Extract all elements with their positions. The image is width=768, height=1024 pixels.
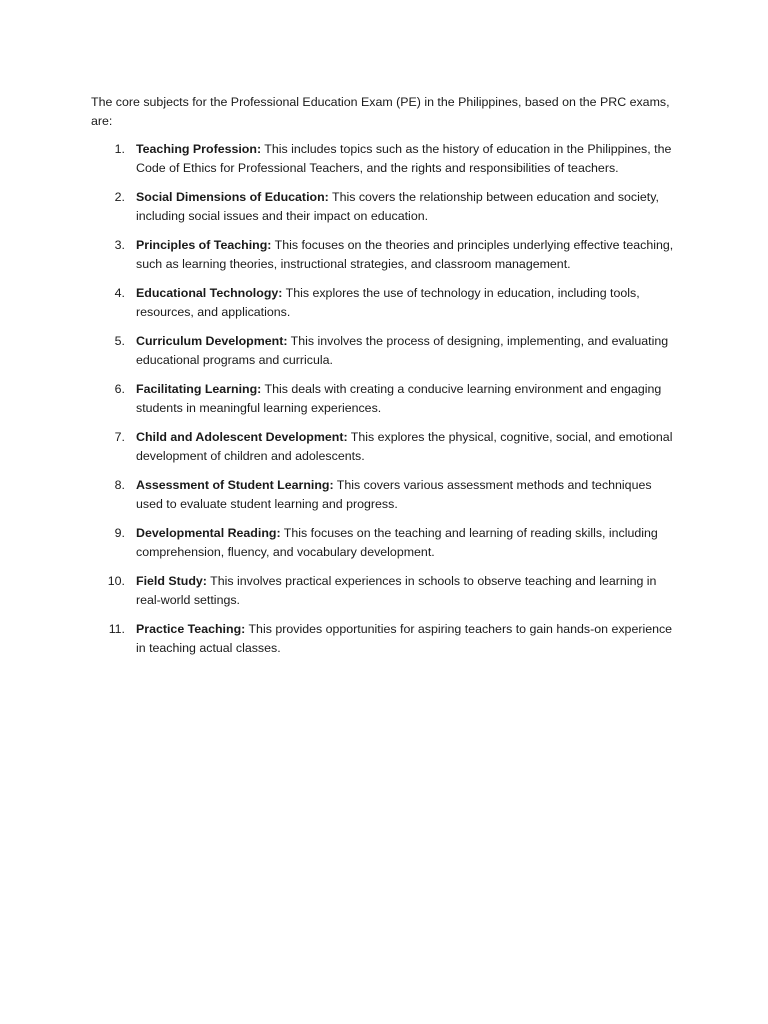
list-item xyxy=(91,236,681,273)
item-description: This involves practical experiences in schools to observe teaching and learning in real-world settings. xyxy=(136,574,657,607)
item-number: 11. xyxy=(108,622,125,636)
subject-list xyxy=(91,140,681,657)
item-number: 7. xyxy=(114,430,125,444)
item-term: Developmental Reading: xyxy=(136,526,281,540)
item-description: This explores the physical, cognitive, social, and emotional development of children and adolescents. xyxy=(136,430,673,463)
item-term: Principles of Teaching: xyxy=(136,238,272,252)
list-item xyxy=(91,620,681,657)
list-item xyxy=(91,380,681,417)
item-term: Field Study: xyxy=(136,574,207,588)
item-number: 10. xyxy=(107,574,125,588)
item-number: 2. xyxy=(114,190,125,204)
list-item xyxy=(91,428,681,465)
item-term: Practice Teaching: xyxy=(136,622,246,636)
item-number: 3. xyxy=(114,238,125,252)
item-description: This involves the process of designing, implementing, and evaluating educational programs and curricula. xyxy=(136,334,669,367)
item-description: This explores the use of technology in education, including tools, resources, and applications. xyxy=(136,286,640,319)
item-description: This provides opportunities for aspiring teachers to gain hands-on experience in teaching actual classes. xyxy=(136,622,673,655)
list-item xyxy=(91,476,681,513)
list-item xyxy=(91,140,681,177)
item-number: 1. xyxy=(114,142,125,156)
item-term: Educational Technology: xyxy=(136,286,283,300)
item-description: This deals with creating a conducive learning environment and engaging students in meaningful learning experiences. xyxy=(136,382,662,415)
item-number: 6. xyxy=(114,382,125,396)
list-item xyxy=(91,524,681,561)
item-term: Assessment of Student Learning: xyxy=(136,478,334,492)
item-term: Social Dimensions of Education: xyxy=(136,190,329,204)
item-description: This includes topics such as the history of education in the Philippines, the Code of Ethics for Professional Teachers, and the rights and responsibilities of teachers. xyxy=(136,142,672,175)
item-term: Facilitating Learning: xyxy=(136,382,262,396)
item-term: Child and Adolescent Development: xyxy=(136,430,348,444)
intro-paragraph: The core subjects for the Professional Education Exam (PE) in the Philippines, based on the PRC exams, are: xyxy=(91,95,670,128)
item-number: 4. xyxy=(114,286,125,300)
item-description: This focuses on the teaching and learning of reading skills, including comprehension, fluency, and vocabulary development. xyxy=(136,526,658,559)
item-term: Curriculum Development: xyxy=(136,334,288,348)
item-description: This focuses on the theories and principles underlying effective teaching, such as learning theories, instructional strategies, and classroom management. xyxy=(136,238,674,271)
item-number: 8. xyxy=(114,478,125,492)
item-description: This covers various assessment methods and techniques used to evaluate student learning and progress. xyxy=(136,478,652,511)
list-item xyxy=(91,332,681,369)
list-item xyxy=(91,188,681,225)
item-description: This covers the relationship between education and society, including social issues and their impact on education. xyxy=(136,190,659,223)
item-number: 5. xyxy=(114,334,125,348)
item-term: Teaching Profession: xyxy=(136,142,262,156)
document-page xyxy=(91,93,681,668)
list-item xyxy=(91,284,681,321)
list-item xyxy=(91,572,681,609)
item-number: 9. xyxy=(114,526,125,540)
